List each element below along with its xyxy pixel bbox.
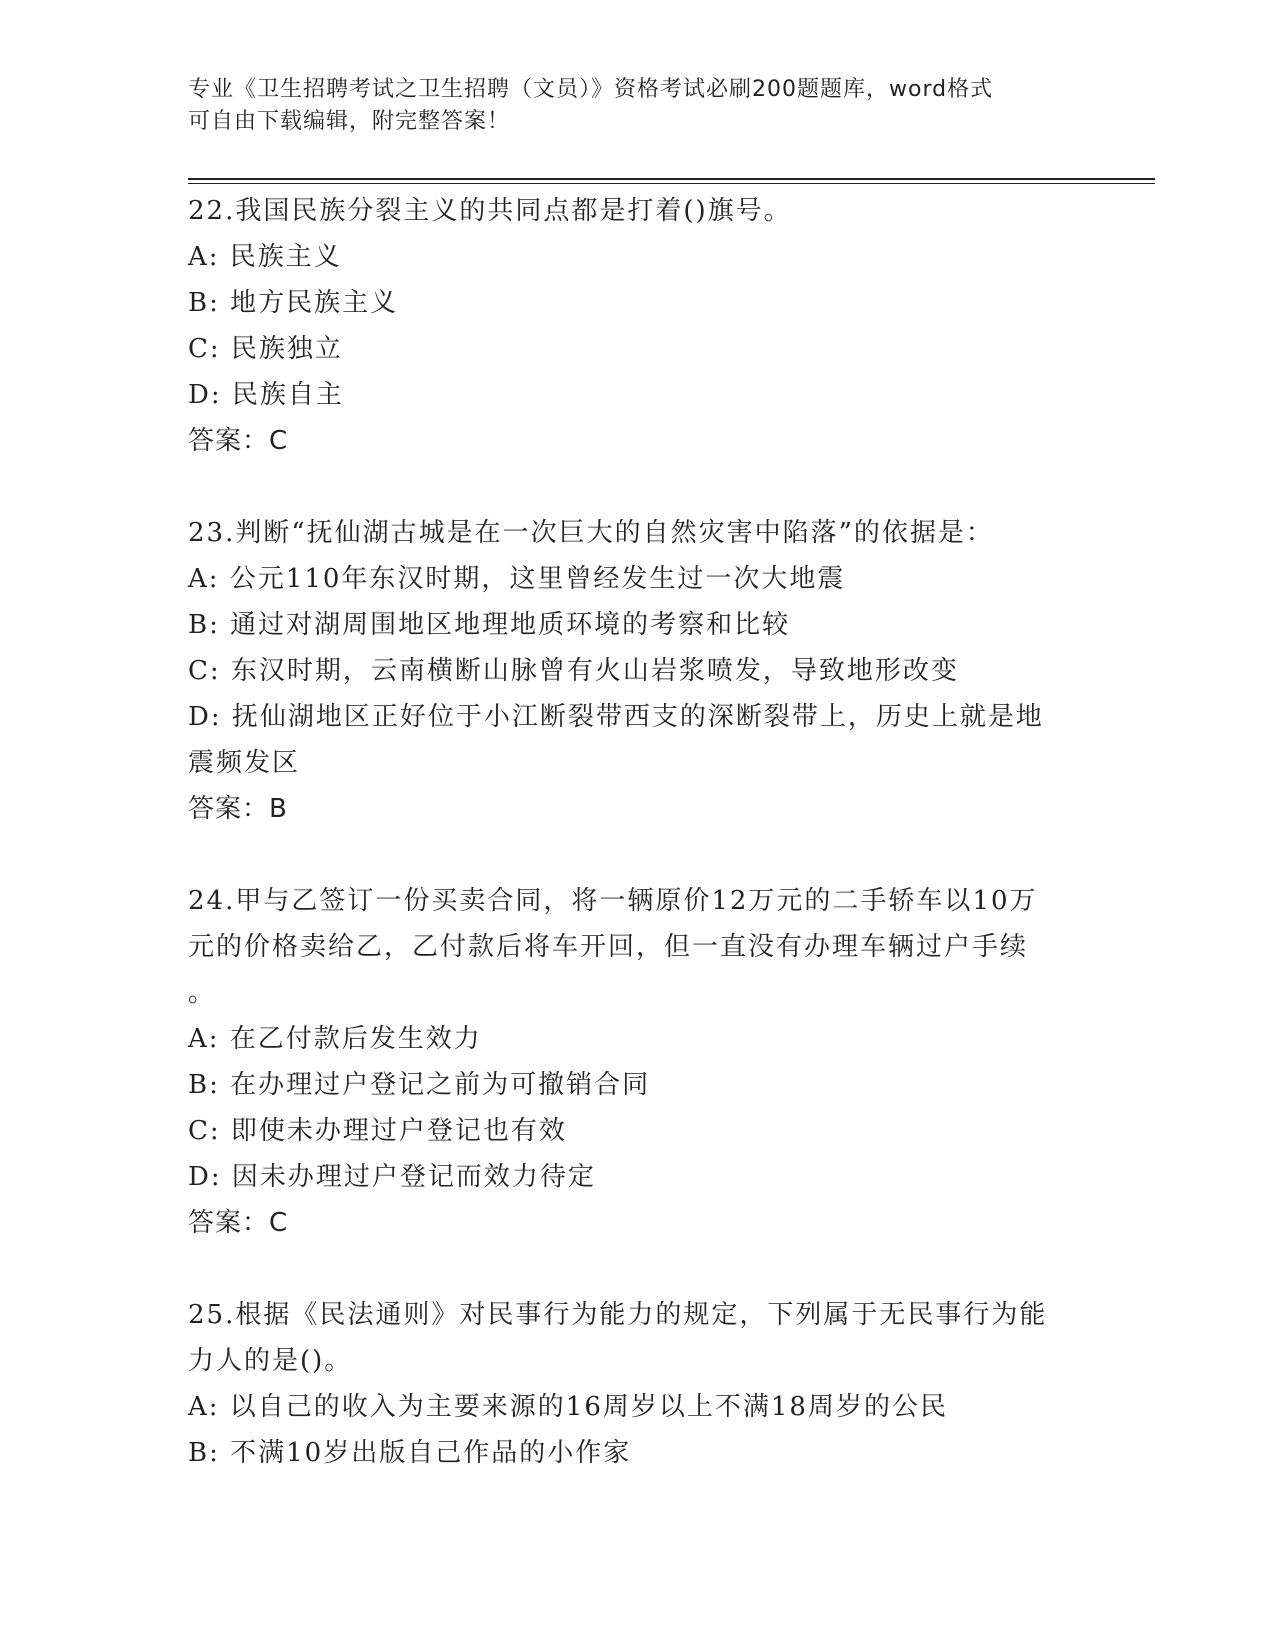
option-d: D: 民族自主 (188, 380, 344, 410)
option-a: A: 公元110年东汉时期，这里曾经发生过一次大地震 (188, 564, 846, 594)
answer-line: 答案：C (188, 1208, 289, 1238)
option-a: A: 在乙付款后发生效力 (188, 1024, 482, 1054)
question-24 (188, 878, 1088, 1246)
answer-line: 答案：C (188, 426, 289, 456)
option-c: C: 东汉时期，云南横断山脉曾有火山岩浆喷发，导致地形改变 (188, 656, 959, 686)
spacer (188, 832, 1088, 878)
spacer (188, 464, 1088, 510)
question-stem: 25.根据《民法通则》对民事行为能力的规定，下列属于无民事行为能 (188, 1300, 1048, 1330)
option-b: B: 地方民族主义 (188, 288, 399, 318)
question-stem-continued: 力人的是()。 (188, 1346, 353, 1376)
question-25 (188, 1292, 1088, 1476)
option-b: B: 通过对湖周围地区地理地质环境的考察和比较 (188, 610, 791, 640)
option-b: B: 在办理过户登记之前为可撤销合同 (188, 1070, 651, 1100)
header-divider-thick (188, 178, 1155, 180)
question-stem-continued: 元的价格卖给乙，乙付款后将车开回，但一直没有办理车辆过户手续 (188, 932, 1029, 962)
question-stem-end: 。 (188, 978, 217, 1008)
question-23 (188, 510, 1088, 832)
option-a: A: 民族主义 (188, 242, 342, 272)
option-c: C: 即使未办理过户登记也有效 (188, 1116, 567, 1146)
option-d-continued: 震频发区 (188, 748, 301, 778)
question-stem: 23.判断“抚仙湖古城是在一次巨大的自然灾害中陷落”的依据是： (188, 518, 994, 548)
option-d: D: 因未办理过户登记而效力待定 (188, 1162, 596, 1192)
document-header (188, 74, 1088, 138)
header-line-1: 专业《卫生招聘考试之卫生招聘（文员）》资格考试必刷200题题库，word格式 (188, 77, 994, 102)
question-22 (188, 188, 1088, 464)
option-a: A: 以自己的收入为主要来源的16周岁以上不满18周岁的公民 (188, 1392, 948, 1422)
header-divider-thin (188, 183, 1155, 184)
question-stem: 24.甲与乙签订一份买卖合同，将一辆原价12万元的二手轿车以10万 (188, 886, 1038, 916)
question-list (188, 188, 1088, 1476)
option-c: C: 民族独立 (188, 334, 343, 364)
answer-line: 答案：B (188, 794, 288, 824)
question-stem: 22.我国民族分裂主义的共同点都是打着()旗号。 (188, 196, 792, 226)
spacer (188, 1246, 1088, 1292)
option-d: D: 抚仙湖地区正好位于小江断裂带西支的深断裂带上，历史上就是地 (188, 702, 1044, 732)
header-line-2: 可自由下载编辑，附完整答案！ (188, 109, 511, 134)
option-b: B: 不满10岁出版自己作品的小作家 (188, 1438, 632, 1468)
